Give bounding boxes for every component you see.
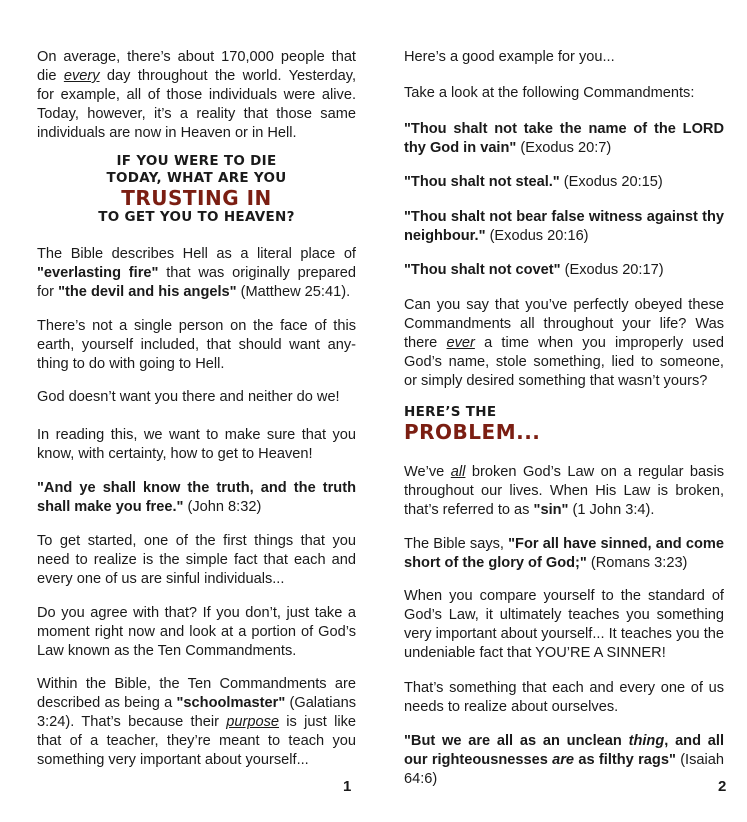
- isaiah-verse: "But we are all as an unclean thing, and all our righteousnesses are as filthy rags" (Isaiah 64:6): [404, 733, 724, 787]
- john-verse: "And ye shall know the truth, and the truth shall make you free." (John 8:32): [37, 480, 356, 515]
- commandment-name-of-lord: "Thou shalt not take the name of the LORD thy God in vain" (Exodus 20:7): [404, 121, 724, 156]
- agree-paragraph: Do you agree with that? If you don’t, just take a moment right now and look at a portion of God’s Law known as the Ten Commandments.: [37, 605, 356, 659]
- obeyed-paragraph: Can you say that you’ve perfectly obeyed these Commandments all throughout your life? Was there ever a time when you improperly used God’s name, stole something, lied to someone, or simply desired something that wasn’t yours?: [404, 297, 724, 389]
- problem-heading: [404, 404, 724, 443]
- commandments-intro: Take a look at the following Commandments:: [404, 85, 695, 101]
- heading-emphasis: PROBLEM...: [404, 420, 541, 444]
- commandment-false-witness: "Thou shalt not bear false witness against thy neighbour." (Exodus 20:16): [404, 209, 724, 244]
- trusting-heading: [37, 153, 356, 226]
- god-doesnt-want-paragraph: God doesn’t want you there and neither do we!: [37, 389, 340, 405]
- example-paragraph: Here’s a good example for you...: [404, 49, 615, 65]
- commandment-not-steal: "Thou shalt not steal." (Exodus 20:15): [404, 174, 663, 190]
- intro-paragraph: On average, there’s about 170,000 people that die every day throughout the world. Yesterday, for example, all of those individuals were alive. Today, however, it’s a reality that those same individuals are now in Heaven or in Hell.: [37, 49, 356, 141]
- certainty-paragraph: In reading this, we want to make sure that you know, with certainty, how to get to Heaven!: [37, 427, 356, 462]
- heading-line: TODAY, WHAT ARE YOU: [106, 170, 287, 186]
- page-number: 2: [718, 778, 727, 795]
- heading-line: HERE’S THE: [404, 404, 497, 420]
- schoolmaster-paragraph: Within the Bible, the Ten Commandments are described as being a "schoolmaster" (Galatians 3:24). That’s because their purpose is just like that of a teacher, they’re meant to teach you something very important about yourself...: [37, 676, 357, 768]
- page-number: 1: [343, 778, 352, 795]
- sinner-paragraph: When you compare yourself to the standard of God’s Law, it ultimately teaches you something very important about yourself... It teaches you the undeniable fact that YOU’RE A SINNER!: [404, 588, 724, 661]
- realize-paragraph: That’s something that each and every one of us needs to realize about ourselves.: [404, 680, 724, 715]
- heading-emphasis: TRUSTING IN: [121, 186, 272, 210]
- not-single-person-paragraph: There’s not a single person on the face of this earth, yourself included, that should want any-thing to do with going to Hell.: [37, 318, 356, 372]
- broken-law-paragraph: We’ve all broken God’s Law on a regular basis throughout our lives. When His Law is broken, that’s referred to as "sin" (1 John 3:4).: [404, 464, 725, 518]
- hell-paragraph: The Bible describes Hell as a literal place of "everlasting fire" that was originally prepared for "the devil and his angels" (Matthew 25:41).: [37, 246, 356, 300]
- get-started-paragraph: To get started, one of the first things that you need to realize is the simple fact that each and every one of us are sinful individuals...: [37, 533, 356, 587]
- commandment-not-covet: "Thou shalt not covet" (Exodus 20:17): [404, 262, 664, 278]
- romans-verse: The Bible says, "For all have sinned, and come short of the glory of God;" (Romans 3:23): [404, 536, 725, 571]
- heading-line: IF YOU WERE TO DIE: [116, 153, 277, 169]
- heading-line: TO GET YOU TO HEAVEN?: [98, 209, 295, 225]
